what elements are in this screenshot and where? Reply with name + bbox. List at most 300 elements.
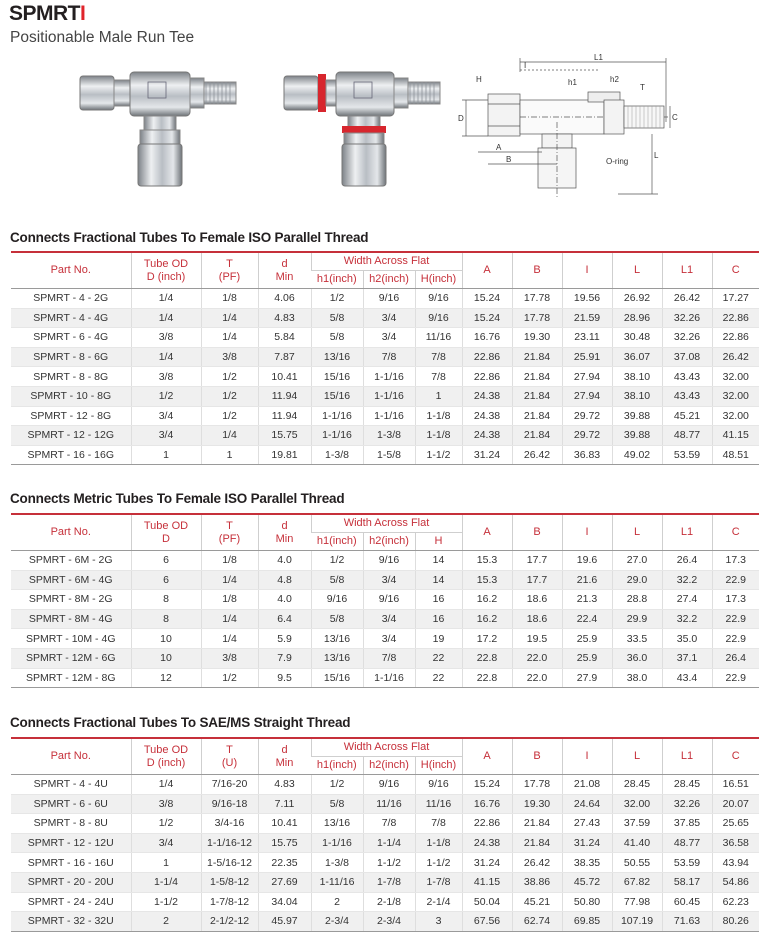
table-cell: 1-1/4 xyxy=(363,833,415,853)
table-cell: 1-1/2 xyxy=(131,892,201,912)
table-row xyxy=(11,347,759,367)
table-cell: 1/4 xyxy=(201,308,258,328)
table-cell: 43.94 xyxy=(712,853,759,873)
table-cell: 27.43 xyxy=(562,814,612,834)
table-cell: 1/4 xyxy=(201,570,258,590)
table-cell: 22 xyxy=(415,648,462,668)
table-cell: 1-1/2 xyxy=(363,853,415,873)
table-cell: 45.21 xyxy=(662,406,712,426)
table-cell: 20.07 xyxy=(712,794,759,814)
part-number-cell: SPMRT - 12M - 6G xyxy=(11,648,131,668)
table-cell: 36.07 xyxy=(612,347,662,367)
table-cell: 33.5 xyxy=(612,629,662,649)
table-cell: 17.3 xyxy=(712,551,759,571)
table-cell: 11/16 xyxy=(415,794,462,814)
col-header-part-no: Part No. xyxy=(11,514,131,551)
table-cell: 34.04 xyxy=(258,892,311,912)
table-cell: 25.91 xyxy=(562,347,612,367)
table-cell: 3/8 xyxy=(201,347,258,367)
part-number-cell: SPMRT - 6 - 4G xyxy=(11,328,131,348)
table-cell: 43.43 xyxy=(662,386,712,406)
part-number-cell: SPMRT - 16 - 16U xyxy=(11,853,131,873)
table-cell: 2-1/8 xyxy=(363,892,415,912)
table-cell: 7/16-20 xyxy=(201,775,258,795)
col-header-h1: h1(inch) xyxy=(311,757,363,775)
col-header-part-no: Part No. xyxy=(11,738,131,775)
table-cell: 11.94 xyxy=(258,386,311,406)
table-cell: 49.02 xyxy=(612,445,662,465)
part-number-cell: SPMRT - 6M - 2G xyxy=(11,551,131,571)
table-cell: 1/4 xyxy=(201,426,258,446)
table-cell: 8 xyxy=(131,609,201,629)
table-cell: 39.88 xyxy=(612,406,662,426)
col-header-h2: h2(inch) xyxy=(363,533,415,551)
table-cell: 4.0 xyxy=(258,551,311,571)
table-cell: 27.0 xyxy=(612,551,662,571)
col-header-h1: h1(inch) xyxy=(311,271,363,289)
col-header-tube-od: Tube OD D (inch) xyxy=(131,252,201,289)
table-cell: 1/4 xyxy=(201,609,258,629)
table-cell: 1/2 xyxy=(201,406,258,426)
col-header-l: L xyxy=(612,514,662,551)
part-number-cell: SPMRT - 12 - 12U xyxy=(11,833,131,853)
table-cell: 3/4 xyxy=(363,308,415,328)
table-cell: 28.8 xyxy=(612,590,662,610)
table-cell: 32.26 xyxy=(662,328,712,348)
table-cell: 1-1/16 xyxy=(311,406,363,426)
table-cell: 32.00 xyxy=(712,406,759,426)
table-cell: 22.86 xyxy=(462,347,512,367)
table-body xyxy=(11,775,759,932)
table-row xyxy=(11,328,759,348)
table-cell: 7/8 xyxy=(415,814,462,834)
table-cell: 7/8 xyxy=(415,367,462,387)
table-cell: 4.83 xyxy=(258,775,311,795)
table-cell: 16.2 xyxy=(462,609,512,629)
spec-table-fractional-iso xyxy=(11,251,759,465)
table-cell: 1/4 xyxy=(131,775,201,795)
table-cell: 32.00 xyxy=(712,386,759,406)
table-cell: 25.9 xyxy=(562,648,612,668)
table-cell: 27.69 xyxy=(258,872,311,892)
table-cell: 1/2 xyxy=(311,775,363,795)
table-cell: 41.15 xyxy=(462,872,512,892)
table-cell: 3/4-16 xyxy=(201,814,258,834)
col-header-t: T (U) xyxy=(201,738,258,775)
table-cell: 1/2 xyxy=(311,551,363,571)
table-cell: 4.0 xyxy=(258,590,311,610)
table-cell: 28.96 xyxy=(612,308,662,328)
table-row xyxy=(11,445,759,465)
table-cell: 36.0 xyxy=(612,648,662,668)
table-cell: 5.9 xyxy=(258,629,311,649)
table-cell: 19.30 xyxy=(512,794,562,814)
table-cell: 5.84 xyxy=(258,328,311,348)
table-cell: 32.2 xyxy=(662,609,712,629)
table-cell: 22.8 xyxy=(462,648,512,668)
part-number-cell: SPMRT - 4 - 2G xyxy=(11,289,131,309)
table-row xyxy=(11,551,759,571)
table-cell: 22.35 xyxy=(258,853,311,873)
table-cell: 18.6 xyxy=(512,590,562,610)
col-header-c: C xyxy=(712,252,759,289)
col-header-t: T (PF) xyxy=(201,514,258,551)
table-cell: 9/16 xyxy=(311,590,363,610)
col-header-l: L xyxy=(612,738,662,775)
table-cell: 24.38 xyxy=(462,426,512,446)
oring-label: O-ring xyxy=(606,157,629,166)
table-cell: 37.08 xyxy=(662,347,712,367)
table-cell: 80.26 xyxy=(712,912,759,932)
table-cell: 62.23 xyxy=(712,892,759,912)
part-number-cell: SPMRT - 4 - 4U xyxy=(11,775,131,795)
table-row xyxy=(11,289,759,309)
table-cell: 22.0 xyxy=(512,668,562,688)
table-cell: 29.72 xyxy=(562,406,612,426)
dim-label-I: I xyxy=(524,61,527,70)
table-cell: 1-1/16 xyxy=(311,833,363,853)
dim-label-B: B xyxy=(506,155,512,164)
table-cell: 7/8 xyxy=(363,648,415,668)
table-cell: 16 xyxy=(415,609,462,629)
table-cell: 17.27 xyxy=(712,289,759,309)
table-cell: 50.04 xyxy=(462,892,512,912)
part-number-cell: SPMRT - 8M - 2G xyxy=(11,590,131,610)
table-cell: 27.9 xyxy=(562,668,612,688)
table-cell: 3/8 xyxy=(131,794,201,814)
table-cell: 35.0 xyxy=(662,629,712,649)
table-row xyxy=(11,406,759,426)
table-cell: 26.42 xyxy=(712,347,759,367)
table-cell: 28.45 xyxy=(612,775,662,795)
table-cell: 19.81 xyxy=(258,445,311,465)
table-cell: 30.48 xyxy=(612,328,662,348)
table-cell: 13/16 xyxy=(311,814,363,834)
table-cell: 3/4 xyxy=(363,328,415,348)
table-cell: 1/2 xyxy=(201,367,258,387)
table-cell: 19 xyxy=(415,629,462,649)
table-cell: 31.24 xyxy=(462,445,512,465)
table-cell: 1-5/8 xyxy=(363,445,415,465)
table-cell: 38.0 xyxy=(612,668,662,688)
table-cell: 7.87 xyxy=(258,347,311,367)
table-cell: 26.4 xyxy=(712,648,759,668)
table-cell: 13/16 xyxy=(311,347,363,367)
table-cell: 21.84 xyxy=(512,814,562,834)
table-cell: 45.21 xyxy=(512,892,562,912)
table-cell: 32.26 xyxy=(662,308,712,328)
col-header-tube-od: Tube OD D xyxy=(131,514,201,551)
col-header-a: A xyxy=(462,514,512,551)
table-cell: 22.86 xyxy=(712,308,759,328)
table-cell: 19.6 xyxy=(562,551,612,571)
table-cell: 21.84 xyxy=(512,406,562,426)
col-header-tube-od: Tube OD D (inch) xyxy=(131,738,201,775)
table-cell: 15.3 xyxy=(462,551,512,571)
col-header-l: L xyxy=(612,252,662,289)
table-cell: 3 xyxy=(415,912,462,932)
col-header-d: d Min xyxy=(258,738,311,775)
table-cell: 16.51 xyxy=(712,775,759,795)
dim-label-h2: h2 xyxy=(610,75,619,84)
table-cell: 14 xyxy=(415,551,462,571)
table-cell: 25.65 xyxy=(712,814,759,834)
table-cell: 15.24 xyxy=(462,308,512,328)
table-cell: 2-3/4 xyxy=(311,912,363,932)
table-row xyxy=(11,629,759,649)
table-cell: 14 xyxy=(415,570,462,590)
table-cell: 54.86 xyxy=(712,872,759,892)
table-cell: 22.4 xyxy=(562,609,612,629)
table-cell: 10.41 xyxy=(258,367,311,387)
table-cell: 21.08 xyxy=(562,775,612,795)
col-header-c: C xyxy=(712,514,759,551)
col-header-i: I xyxy=(562,514,612,551)
table-cell: 10.41 xyxy=(258,814,311,834)
section-title-metric-iso: Connects Metric Tubes To Female ISO Parallel Thread xyxy=(10,491,345,506)
table-cell: 1-1/4 xyxy=(131,872,201,892)
col-header-h: H(inch) xyxy=(415,271,462,289)
table-cell: 36.83 xyxy=(562,445,612,465)
table-cell: 24.38 xyxy=(462,386,512,406)
table-cell: 15.75 xyxy=(258,833,311,853)
table-cell: 7.11 xyxy=(258,794,311,814)
table-cell: 22 xyxy=(415,668,462,688)
table-cell: 48.51 xyxy=(712,445,759,465)
table-cell: 3/4 xyxy=(363,570,415,590)
section-title-fractional-sae: Connects Fractional Tubes To SAE/MS Straight Thread xyxy=(10,715,351,730)
table-cell: 21.59 xyxy=(562,308,612,328)
table-cell: 4.8 xyxy=(258,570,311,590)
table-cell: 38.10 xyxy=(612,367,662,387)
col-header-h: H(inch) xyxy=(415,757,462,775)
col-header-width-across-flat: Width Across Flat xyxy=(311,252,462,271)
table-row xyxy=(11,872,759,892)
table-cell: 31.24 xyxy=(462,853,512,873)
table-cell: 16.2 xyxy=(462,590,512,610)
table-row xyxy=(11,775,759,795)
table-cell: 15.24 xyxy=(462,289,512,309)
table-cell: 48.77 xyxy=(662,833,712,853)
technical-drawing xyxy=(458,52,680,202)
table-cell: 2-1/2-12 xyxy=(201,912,258,932)
table-cell: 1/8 xyxy=(201,289,258,309)
table-cell: 6 xyxy=(131,570,201,590)
table-cell: 39.88 xyxy=(612,426,662,446)
table-cell: 6.4 xyxy=(258,609,311,629)
col-header-i: I xyxy=(562,252,612,289)
table-cell: 53.59 xyxy=(662,853,712,873)
spec-table-metric-iso xyxy=(11,513,759,688)
table-cell: 1/4 xyxy=(131,347,201,367)
table-cell: 3/8 xyxy=(131,328,201,348)
part-number-cell: SPMRT - 32 - 32U xyxy=(11,912,131,932)
table-cell: 26.4 xyxy=(662,551,712,571)
table-cell: 37.1 xyxy=(662,648,712,668)
table-cell: 32.26 xyxy=(662,794,712,814)
table-cell: 50.80 xyxy=(562,892,612,912)
table-cell: 1-1/16 xyxy=(363,406,415,426)
table-cell: 38.35 xyxy=(562,853,612,873)
table-row xyxy=(11,648,759,668)
table-cell: 9/16 xyxy=(363,289,415,309)
table-cell: 1-1/16 xyxy=(363,367,415,387)
table-cell: 29.9 xyxy=(612,609,662,629)
part-number-cell: SPMRT - 8 - 8U xyxy=(11,814,131,834)
table-cell: 1-1/8 xyxy=(415,426,462,446)
table-cell: 31.24 xyxy=(562,833,612,853)
table-cell: 10 xyxy=(131,629,201,649)
table-cell: 1/4 xyxy=(131,289,201,309)
part-number-cell: SPMRT - 6M - 4G xyxy=(11,570,131,590)
table-row xyxy=(11,833,759,853)
table-row xyxy=(11,668,759,688)
table-cell: 5/8 xyxy=(311,308,363,328)
table-cell: 17.2 xyxy=(462,629,512,649)
table-cell: 32.00 xyxy=(712,367,759,387)
dim-label-T: T xyxy=(640,83,645,92)
table-cell: 1 xyxy=(201,445,258,465)
table-cell: 45.72 xyxy=(562,872,612,892)
table-cell: 32.2 xyxy=(662,570,712,590)
table-cell: 37.85 xyxy=(662,814,712,834)
table-cell: 1/8 xyxy=(201,590,258,610)
table-cell: 1-1/2 xyxy=(415,853,462,873)
table-row xyxy=(11,570,759,590)
col-header-h2: h2(inch) xyxy=(363,271,415,289)
col-header-h2: h2(inch) xyxy=(363,757,415,775)
table-cell: 3/8 xyxy=(131,367,201,387)
table-cell: 15.3 xyxy=(462,570,512,590)
table-cell: 4.83 xyxy=(258,308,311,328)
table-cell: 77.98 xyxy=(612,892,662,912)
col-header-l1: L1 xyxy=(662,252,712,289)
table-cell: 5/8 xyxy=(311,609,363,629)
table-cell: 1/4 xyxy=(131,308,201,328)
table-cell: 1-1/16-12 xyxy=(201,833,258,853)
part-number-cell: SPMRT - 12 - 8G xyxy=(11,406,131,426)
table-cell: 24.38 xyxy=(462,406,512,426)
table-cell: 7/8 xyxy=(363,347,415,367)
table-row xyxy=(11,814,759,834)
table-cell: 1-1/8 xyxy=(415,406,462,426)
table-cell: 22.86 xyxy=(712,328,759,348)
table-cell: 3/4 xyxy=(131,406,201,426)
table-cell: 27.94 xyxy=(562,367,612,387)
part-number-cell: SPMRT - 8M - 4G xyxy=(11,609,131,629)
part-number-cell: SPMRT - 10M - 4G xyxy=(11,629,131,649)
table-cell: 22.86 xyxy=(462,814,512,834)
table-cell: 9.5 xyxy=(258,668,311,688)
table-cell: 1-3/8 xyxy=(363,426,415,446)
part-number-cell: SPMRT - 8 - 6G xyxy=(11,347,131,367)
table-row xyxy=(11,367,759,387)
table-cell: 67.82 xyxy=(612,872,662,892)
table-cell: 11/16 xyxy=(415,328,462,348)
table-cell: 29.72 xyxy=(562,426,612,446)
table-cell: 21.84 xyxy=(512,367,562,387)
table-cell: 15.75 xyxy=(258,426,311,446)
table-cell: 13/16 xyxy=(311,629,363,649)
part-number-cell: SPMRT - 24 - 24U xyxy=(11,892,131,912)
table-cell: 11.94 xyxy=(258,406,311,426)
table-cell: 1/2 xyxy=(131,386,201,406)
table-cell: 43.4 xyxy=(662,668,712,688)
table-cell: 50.55 xyxy=(612,853,662,873)
table-cell: 62.74 xyxy=(512,912,562,932)
table-cell: 9/16 xyxy=(415,775,462,795)
table-cell: 17.78 xyxy=(512,289,562,309)
table-cell: 21.3 xyxy=(562,590,612,610)
table-cell: 15/16 xyxy=(311,367,363,387)
table-cell: 1 xyxy=(415,386,462,406)
table-row xyxy=(11,426,759,446)
table-cell: 9/16 xyxy=(363,551,415,571)
table-cell: 6 xyxy=(131,551,201,571)
table-cell: 11/16 xyxy=(363,794,415,814)
table-cell: 60.45 xyxy=(662,892,712,912)
table-row xyxy=(11,308,759,328)
dim-label-A: A xyxy=(496,143,502,152)
table-cell: 29.0 xyxy=(612,570,662,590)
table-cell: 1-1/8 xyxy=(415,833,462,853)
table-row xyxy=(11,609,759,629)
table-cell: 7.9 xyxy=(258,648,311,668)
col-header-t: T (PF) xyxy=(201,252,258,289)
table-cell: 1/2 xyxy=(311,289,363,309)
table-cell: 38.86 xyxy=(512,872,562,892)
table-cell: 67.56 xyxy=(462,912,512,932)
table-cell: 15/16 xyxy=(311,386,363,406)
table-cell: 41.40 xyxy=(612,833,662,853)
table-cell: 8 xyxy=(131,590,201,610)
table-cell: 45.97 xyxy=(258,912,311,932)
table-cell: 27.4 xyxy=(662,590,712,610)
table-row xyxy=(11,386,759,406)
table-cell: 26.92 xyxy=(612,289,662,309)
table-cell: 26.42 xyxy=(662,289,712,309)
col-header-h: H xyxy=(415,533,462,551)
table-cell: 22.9 xyxy=(712,570,759,590)
table-cell: 1-3/8 xyxy=(311,853,363,873)
table-cell: 17.78 xyxy=(512,308,562,328)
table-cell: 1-1/16 xyxy=(363,668,415,688)
table-cell: 53.59 xyxy=(662,445,712,465)
table-cell: 26.42 xyxy=(512,853,562,873)
page-subtitle: Positionable Male Run Tee xyxy=(10,29,195,46)
table-cell: 3/4 xyxy=(131,426,201,446)
table-row xyxy=(11,892,759,912)
table-row xyxy=(11,853,759,873)
col-header-part-no: Part No. xyxy=(11,252,131,289)
table-cell: 1/4 xyxy=(201,629,258,649)
col-header-d: d Min xyxy=(258,252,311,289)
table-cell: 7/8 xyxy=(363,814,415,834)
table-cell: 2 xyxy=(311,892,363,912)
dim-label-C: C xyxy=(672,113,678,122)
table-cell: 4.06 xyxy=(258,289,311,309)
table-cell: 22.86 xyxy=(462,367,512,387)
table-cell: 1-3/8 xyxy=(311,445,363,465)
table-cell: 16.76 xyxy=(462,328,512,348)
col-header-b: B xyxy=(512,738,562,775)
table-row xyxy=(11,794,759,814)
table-cell: 1-11/16 xyxy=(311,872,363,892)
dim-label-h1: h1 xyxy=(568,78,577,87)
table-cell: 16.76 xyxy=(462,794,512,814)
table-cell: 9/16 xyxy=(415,289,462,309)
table-cell: 19.5 xyxy=(512,629,562,649)
